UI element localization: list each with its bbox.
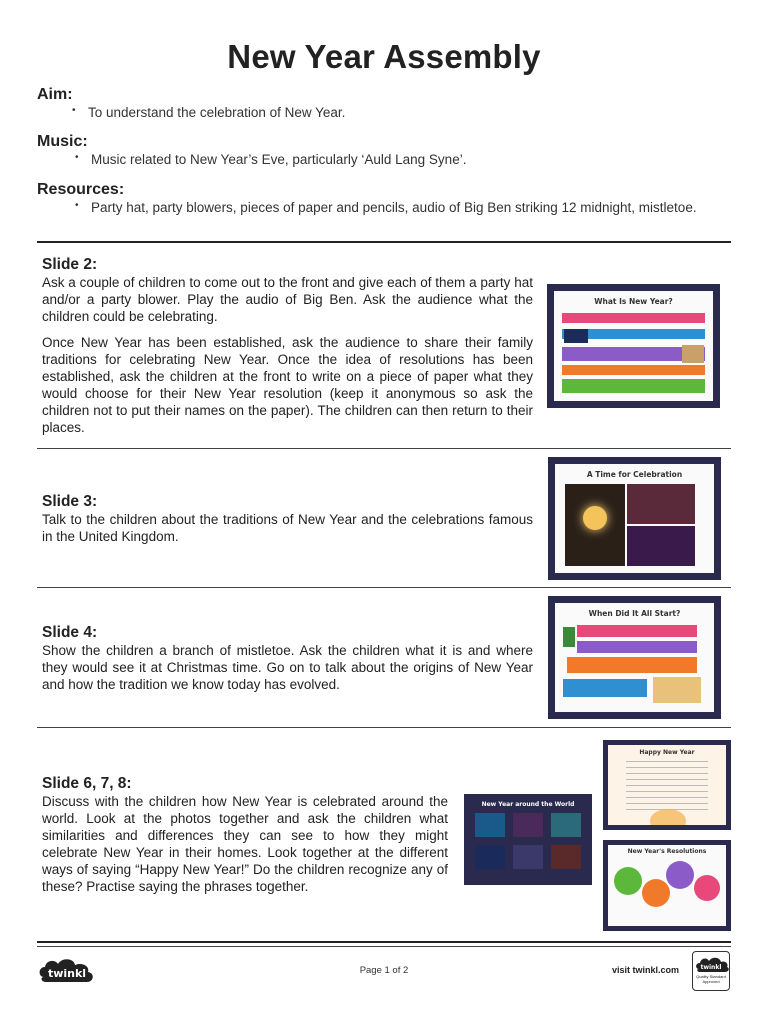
phrase-lines [626,761,708,762]
bullet-dot: • [75,200,79,211]
world-photo [475,845,505,869]
world-photo [513,813,543,837]
info-bar [567,657,697,673]
slide2-paragraph-2: Once New Year has been established, ask the audience to share their family traditions for celebrating New Year. Once the idea of resolutions has been established, ask the children at the front to write on a piece of paper what they would choose for their New Year resolution (keep it anonymous so ask the children not to put their names on the paper). The children can then return to their places. [42,335,533,435]
resources-bullet [75,200,697,215]
info-bar [563,679,647,697]
mistletoe-picture [563,627,575,647]
footer-divider [37,946,731,947]
section-divider [37,727,731,728]
resolution-bubble [666,861,694,889]
music-heading: Music: [37,133,88,150]
fireworks-photo [627,526,695,566]
badge-logo-icon [693,954,729,974]
slide4-heading: Slide 4: [42,624,98,641]
slide2-thumbnail [547,284,720,408]
music-bullet [75,152,467,167]
slide7-thumbnail [603,740,731,830]
badge-logo-text: twinkl [700,964,722,971]
section-divider [37,448,731,449]
section-divider [37,587,731,588]
info-bar [562,313,705,323]
world-photo [551,813,581,837]
slide6-thumbnail-title: New Year around the World [481,801,575,808]
resolution-bubble [642,879,670,907]
footer-divider [37,941,731,943]
people-picture [653,677,701,703]
slide3-thumbnail [548,457,721,580]
slide3-paragraph: Talk to the children about the traditions of New Year and the celebrations famous in the United Kingdom. [42,512,533,544]
resources-heading: Resources: [37,181,125,198]
visit-link[interactable]: visit twinkl.com [612,965,680,975]
firework-glow [650,809,686,825]
sparkler-glow [583,506,607,530]
info-bar [577,625,697,637]
resources-text: Party hat, party blowers, pieces of paper and pencils, audio of Big Ben striking 12 midnight, mistletoe. [91,200,697,215]
slide6-thumbnail [464,794,592,885]
slide3-thumbnail-title: A Time for Celebration [586,470,683,479]
city-fireworks-photo [627,484,695,524]
info-bar [562,379,705,393]
section-divider [37,241,731,243]
aim-bullet [72,105,346,120]
page-title: New Year Assembly [227,38,541,75]
quality-badge [692,951,730,991]
resolution-bubble [694,875,720,901]
twinkl-logo-text: twinkl [47,967,87,980]
slide2-thumbnail-title: What Is New Year? [594,297,673,306]
resolution-bubble [614,867,642,895]
slide4-thumbnail-title: When Did It All Start? [588,609,681,618]
slide4-paragraph: Show the children a branch of mistletoe. Ask the children what it is and where they would see it at Christmas time. Go on to talk about the origins of New Year and how the tradition we know today has evolved. [42,643,533,692]
slide3-heading: Slide 3: [42,493,98,510]
family-picture [682,345,704,363]
aim-text: To understand the celebration of New Year. [88,105,346,120]
slide678-heading: Slide 6, 7, 8: [42,775,132,792]
bullet-dot: • [75,152,79,163]
slide2-paragraph-1: Ask a couple of children to come out to the front and give each of them a party hat and/or a party blower. Play the audio of Big Ben. Ask the audience what the children could be celebrating. [42,275,533,324]
slide4-thumbnail [548,596,721,719]
fireworks-picture [564,329,588,343]
world-photo [513,845,543,869]
world-photo [551,845,581,869]
slide2-heading: Slide 2: [42,256,98,273]
slide678-paragraph: Discuss with the children how New Year is celebrated around the world. Look at the photos together and ask the children what similarities and differences they can see to how they might celebrate New Year in their homes. Look together at the different ways of saying “Happy New Year!” Do the children recognize any of these? Practise saying the phrases together. [42,794,448,894]
badge-text: Quality Standard Approved [696,974,726,984]
bullet-dot: • [72,105,76,116]
slide8-thumbnail [603,840,731,931]
page-number: Page 1 of 2 [359,965,409,976]
slide7-thumbnail-title: Happy New Year [639,749,695,756]
sparkler-photo [565,484,625,566]
info-bar [562,365,705,375]
music-text: Music related to New Year’s Eve, particularly ‘Auld Lang Syne’. [91,152,467,167]
slide8-thumbnail-title: New Year's Resolutions [627,848,707,855]
info-bar [577,641,697,653]
world-photo [475,813,505,837]
aim-heading: Aim: [37,86,73,103]
